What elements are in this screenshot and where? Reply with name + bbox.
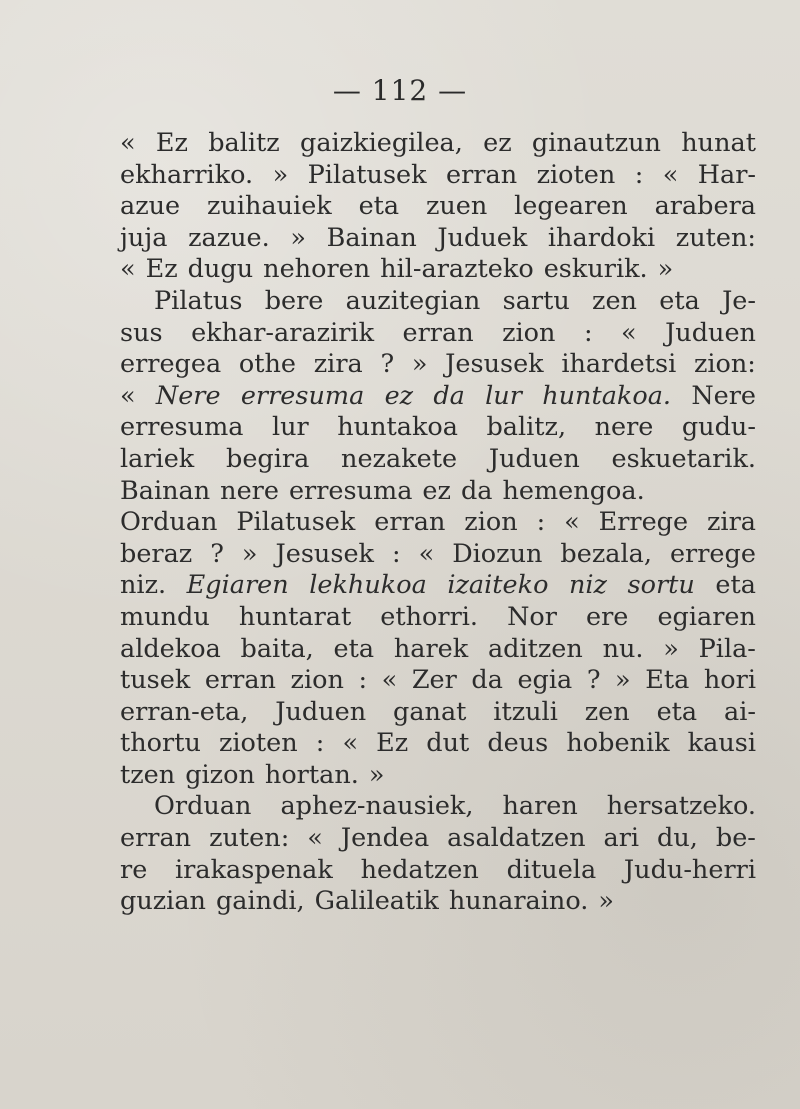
word: eskurik. bbox=[543, 254, 648, 285]
word: balitz bbox=[208, 128, 280, 158]
word: » bbox=[598, 886, 614, 917]
word: zioten bbox=[218, 728, 298, 759]
word: sus bbox=[120, 317, 163, 348]
text-line bbox=[120, 254, 756, 286]
text-line bbox=[120, 507, 756, 539]
text-line bbox=[120, 634, 756, 666]
text-line bbox=[120, 602, 756, 634]
word: eta bbox=[656, 696, 698, 727]
word: lekhukoa bbox=[309, 570, 427, 601]
word: hortan. bbox=[264, 759, 359, 790]
word: lur bbox=[485, 380, 522, 411]
text-line bbox=[120, 476, 756, 508]
word: zuten: bbox=[209, 823, 290, 854]
text-line bbox=[120, 697, 756, 729]
word: » bbox=[663, 633, 679, 664]
word: zuten: bbox=[675, 222, 756, 253]
word: arabera bbox=[654, 191, 756, 222]
text-line bbox=[120, 381, 756, 413]
word: ai- bbox=[724, 696, 756, 727]
word: erran bbox=[374, 507, 446, 538]
word: eskuetarik. bbox=[611, 443, 756, 474]
word: » bbox=[272, 159, 289, 190]
text-line bbox=[120, 728, 756, 760]
word: tusek bbox=[120, 665, 191, 696]
word: irakaspenak bbox=[175, 854, 333, 885]
word: Diozun bbox=[452, 538, 543, 569]
word: Pilatus bbox=[154, 285, 243, 316]
word: Ez bbox=[155, 128, 188, 158]
word: Nere bbox=[691, 380, 756, 411]
text-line bbox=[120, 191, 756, 223]
word: aldekoa bbox=[120, 633, 221, 664]
word: huntakoa. bbox=[542, 380, 672, 411]
word: zazue. bbox=[188, 222, 270, 253]
word: eta bbox=[659, 285, 700, 316]
word: « bbox=[307, 823, 323, 854]
text-line bbox=[120, 823, 756, 855]
word: gaindi, bbox=[215, 886, 305, 917]
text-line bbox=[120, 286, 756, 318]
word: du, bbox=[657, 823, 698, 854]
word: « bbox=[120, 254, 136, 285]
word: beraz bbox=[120, 538, 193, 569]
word: Orduan bbox=[120, 507, 218, 538]
text-line bbox=[120, 223, 756, 255]
word: ganat bbox=[393, 696, 467, 727]
text-line bbox=[120, 570, 756, 602]
word: » bbox=[241, 538, 258, 569]
word: Errege bbox=[598, 507, 689, 538]
word: huntarat bbox=[238, 601, 352, 632]
word: gaizkiegilea, bbox=[300, 128, 463, 158]
word: « bbox=[120, 128, 136, 158]
word: Zer bbox=[411, 665, 457, 696]
word: zen bbox=[584, 696, 630, 727]
word: sartu bbox=[502, 285, 570, 316]
word: Juduen bbox=[665, 317, 756, 348]
word: thortu bbox=[120, 728, 201, 759]
word: othe bbox=[238, 349, 297, 380]
word: sortu bbox=[627, 570, 695, 601]
word: aditzen bbox=[487, 633, 583, 664]
word: ekharriko. bbox=[120, 159, 254, 190]
word: Jesusek bbox=[275, 538, 374, 569]
word: nehoren bbox=[263, 254, 371, 285]
word: zion bbox=[290, 665, 344, 696]
word: egiaren bbox=[657, 601, 756, 632]
word: Egiaren bbox=[186, 570, 289, 601]
word: Bainan bbox=[120, 475, 211, 506]
word: hemengoa. bbox=[502, 475, 645, 506]
word: erregea bbox=[120, 349, 222, 380]
word: Juduen bbox=[275, 696, 367, 727]
word: zira bbox=[706, 507, 756, 538]
word: harek bbox=[393, 633, 469, 664]
word: bere bbox=[264, 285, 324, 316]
word: niz. bbox=[120, 570, 167, 601]
word: : bbox=[391, 538, 401, 569]
word: ? bbox=[380, 349, 395, 380]
word: begira bbox=[226, 443, 310, 474]
word: tzen bbox=[120, 759, 176, 790]
word: azue bbox=[120, 191, 181, 222]
word: aphez-nausiek, bbox=[280, 791, 474, 822]
word: : bbox=[583, 317, 593, 348]
word: erresuma bbox=[240, 380, 365, 411]
word: nere bbox=[594, 412, 654, 443]
word: erran-eta, bbox=[120, 696, 249, 727]
word: bezala, bbox=[560, 538, 652, 569]
text-line bbox=[120, 412, 756, 444]
word: erran bbox=[204, 665, 276, 696]
word: « bbox=[621, 317, 637, 348]
word: erresuma bbox=[120, 412, 244, 443]
word: Pilatusek bbox=[307, 159, 427, 190]
word: eta bbox=[715, 570, 756, 601]
word: balitz, bbox=[486, 412, 567, 443]
word: ez bbox=[483, 128, 512, 158]
word: erran bbox=[120, 823, 192, 854]
word: zion bbox=[464, 507, 518, 538]
word: ez bbox=[384, 380, 414, 411]
word: dituela bbox=[506, 854, 597, 885]
word: zuihauiek bbox=[206, 191, 332, 222]
word: huntakoa bbox=[337, 412, 458, 443]
word: be- bbox=[715, 823, 756, 854]
word: Har- bbox=[697, 159, 756, 190]
word: nere bbox=[220, 475, 279, 506]
word: zioten bbox=[536, 159, 616, 190]
word: errege bbox=[669, 538, 756, 569]
word: » bbox=[411, 349, 428, 380]
word: lariek bbox=[120, 443, 195, 474]
word: guzian bbox=[120, 886, 206, 917]
word: « bbox=[381, 665, 398, 696]
word: Eta bbox=[645, 665, 690, 696]
word: Nere bbox=[155, 380, 221, 411]
word: Judu-herri bbox=[623, 854, 756, 885]
word: lur bbox=[271, 412, 309, 443]
word: ari bbox=[603, 823, 640, 854]
word: da bbox=[433, 380, 465, 411]
word: gudu- bbox=[681, 412, 756, 443]
word: da bbox=[460, 475, 493, 506]
word: ethorri. bbox=[380, 601, 479, 632]
word: itzuli bbox=[493, 696, 558, 727]
word: hersatzeko. bbox=[606, 791, 756, 822]
word: ? bbox=[210, 538, 224, 569]
word: : bbox=[536, 507, 546, 538]
word: Juduen bbox=[488, 443, 580, 474]
text-line bbox=[120, 539, 756, 571]
word: ? bbox=[586, 665, 601, 696]
word: hunat bbox=[681, 128, 756, 158]
text-line bbox=[120, 128, 756, 160]
word: eta bbox=[333, 633, 375, 664]
word: « bbox=[662, 159, 679, 190]
text-line bbox=[120, 318, 756, 350]
text-line bbox=[120, 349, 756, 381]
word: ihardoki bbox=[547, 222, 656, 253]
text-line bbox=[120, 160, 756, 192]
word: hori bbox=[703, 665, 756, 696]
word: zion: bbox=[693, 349, 756, 380]
word: dut bbox=[426, 728, 470, 759]
word: « bbox=[564, 507, 580, 538]
word: auzitegian bbox=[345, 285, 481, 316]
text-line bbox=[120, 855, 756, 887]
word: hunaraino. bbox=[448, 886, 589, 917]
word: da bbox=[471, 665, 503, 696]
word: egia bbox=[517, 665, 573, 696]
word: ekhar-arazirik bbox=[191, 317, 375, 348]
word: Nor bbox=[507, 601, 557, 632]
word: nu. bbox=[602, 633, 644, 664]
word: zira bbox=[313, 349, 363, 380]
word: asaldatzen bbox=[447, 823, 586, 854]
text-line bbox=[120, 760, 756, 792]
word: hobenik bbox=[566, 728, 670, 759]
word: » bbox=[368, 759, 385, 790]
text-line bbox=[120, 444, 756, 476]
word: erran bbox=[402, 317, 474, 348]
text-line bbox=[120, 665, 756, 697]
word: dugu bbox=[187, 254, 254, 285]
word: : bbox=[358, 665, 368, 696]
word: : bbox=[634, 159, 644, 190]
word: Ez bbox=[376, 728, 409, 759]
word: baita, bbox=[240, 633, 314, 664]
word: juja bbox=[120, 222, 168, 253]
word: ihardetsi bbox=[561, 349, 677, 380]
word: izaiteko bbox=[447, 570, 549, 601]
word: eta bbox=[358, 191, 400, 222]
word: gizon bbox=[185, 759, 255, 790]
word: ginautzun bbox=[531, 128, 661, 158]
word: re bbox=[120, 854, 148, 885]
word: erresuma bbox=[288, 475, 413, 506]
word: hedatzen bbox=[360, 854, 479, 885]
word: kausi bbox=[687, 728, 756, 759]
text-line bbox=[120, 791, 756, 823]
word: hil-arazteko bbox=[380, 254, 534, 285]
word: Ez bbox=[145, 254, 178, 285]
page-number: — 112 — bbox=[332, 74, 468, 107]
word: deus bbox=[487, 728, 549, 759]
word: Pilatusek bbox=[236, 507, 356, 538]
word: Juduek bbox=[437, 222, 528, 253]
body-text bbox=[120, 128, 756, 918]
word: mundu bbox=[120, 601, 210, 632]
word: : bbox=[315, 728, 325, 759]
word: « bbox=[342, 728, 359, 759]
word: zion bbox=[502, 317, 556, 348]
word: Orduan bbox=[154, 791, 252, 822]
word: Galileatik bbox=[314, 886, 439, 917]
word: legearen bbox=[514, 191, 628, 222]
word: ez bbox=[422, 475, 451, 506]
word: » bbox=[657, 254, 674, 285]
word: zen bbox=[592, 285, 637, 316]
text-line bbox=[120, 886, 756, 918]
word: » bbox=[615, 665, 631, 696]
word: ere bbox=[586, 601, 629, 632]
word: Je- bbox=[722, 285, 756, 316]
word: « bbox=[120, 380, 136, 411]
word: « bbox=[418, 538, 435, 569]
word: haren bbox=[502, 791, 578, 822]
word: erran bbox=[446, 159, 518, 190]
word: Bainan bbox=[326, 222, 417, 253]
word: zuen bbox=[425, 191, 488, 222]
word: Jesusek bbox=[445, 349, 544, 380]
word: nezakete bbox=[341, 443, 458, 474]
word: » bbox=[290, 222, 306, 253]
word: Jendea bbox=[340, 823, 430, 854]
word: Pila- bbox=[698, 633, 756, 664]
word: niz bbox=[568, 570, 607, 601]
